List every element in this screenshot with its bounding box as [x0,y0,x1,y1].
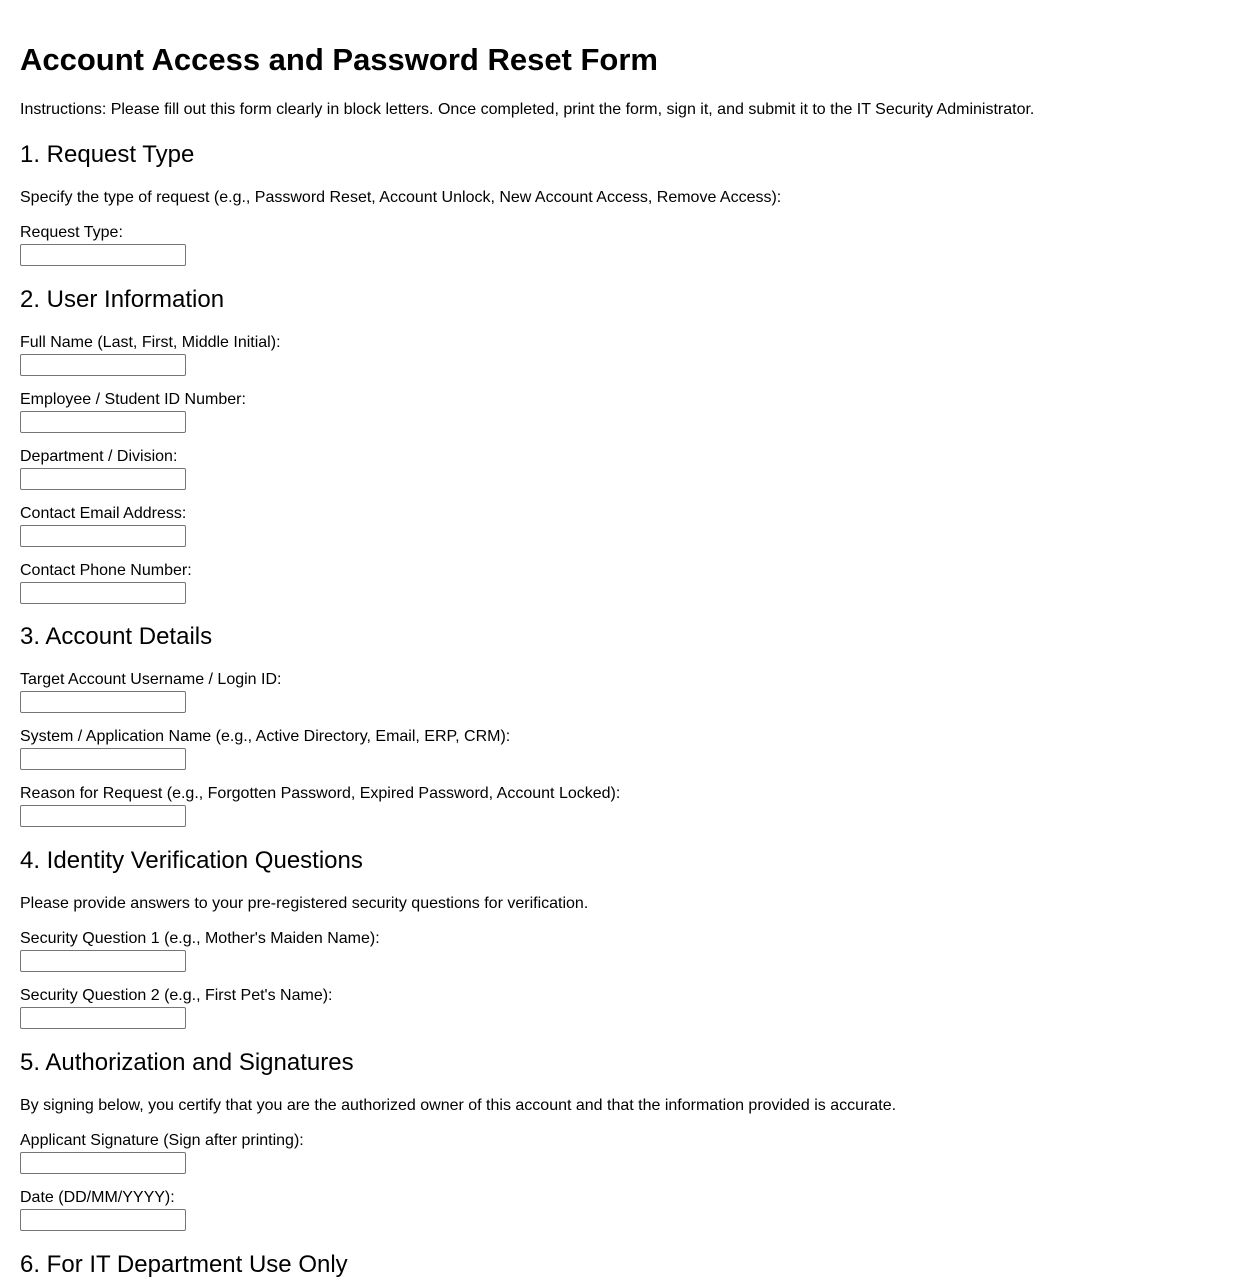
full-name-input[interactable] [20,354,186,376]
section-heading-user-information: 2. User Information [20,286,225,313]
department-input[interactable] [20,468,186,490]
section-heading-it-use: 6. For IT Department Use Only [20,1251,348,1278]
request-type-field-group [20,223,186,266]
applicant-signature-label: Applicant Signature (Sign after printing): [20,1132,304,1149]
applicant-signature-input[interactable] [20,1152,186,1174]
employee-id-input[interactable] [20,411,186,433]
department-field-group [20,447,186,490]
date-input[interactable] [20,1209,186,1231]
contact-email-label: Contact Email Address: [20,505,187,522]
request-type-label: Request Type: [20,224,123,241]
contact-email-input[interactable] [20,525,186,547]
security-question-2-input[interactable] [20,1007,186,1029]
identity-verification-description: Please provide answers to your pre-registered security questions for verification. [20,895,589,912]
section-heading-authorization: 5. Authorization and Signatures [20,1049,354,1076]
target-username-field-group [20,670,281,713]
employee-id-label: Employee / Student ID Number: [20,391,246,408]
system-name-field-group [20,727,510,770]
security-question-2-label: Security Question 2 (e.g., First Pet's Name): [20,987,333,1004]
page-title: Account Access and Password Reset Form [20,42,658,77]
reason-field-group [20,784,620,827]
request-type-description: Specify the type of request (e.g., Password Reset, Account Unlock, New Account Access, Remove Access): [20,189,782,206]
contact-phone-input[interactable] [20,582,186,604]
contact-email-field-group [20,504,186,547]
security-question-1-input[interactable] [20,950,186,972]
section-heading-identity-verification: 4. Identity Verification Questions [20,847,363,874]
reason-label: Reason for Request (e.g., Forgotten Password, Expired Password, Account Locked): [20,785,621,802]
date-label: Date (DD/MM/YYYY): [20,1189,175,1206]
full-name-field-group [20,333,281,376]
security-question-1-label: Security Question 1 (e.g., Mother's Maiden Name): [20,930,380,947]
system-name-label: System / Application Name (e.g., Active Directory, Email, ERP, CRM): [20,728,511,745]
date-field-group [20,1188,186,1231]
employee-id-field-group [20,390,246,433]
security-question-2-field-group [20,986,333,1029]
full-name-label: Full Name (Last, First, Middle Initial): [20,334,281,351]
system-name-input[interactable] [20,748,186,770]
target-username-label: Target Account Username / Login ID: [20,671,282,688]
security-question-1-field-group [20,929,380,972]
section-heading-request-type: 1. Request Type [20,141,195,168]
contact-phone-field-group [20,561,192,604]
contact-phone-label: Contact Phone Number: [20,562,192,579]
instructions-text: Instructions: Please fill out this form clearly in block letters. Once completed, print the form, sign it, and submit it to the IT Security Administrator. [20,101,1035,118]
section-heading-account-details: 3. Account Details [20,623,213,650]
reason-input[interactable] [20,805,186,827]
applicant-signature-field-group [20,1131,304,1174]
target-username-input[interactable] [20,691,186,713]
request-type-input[interactable] [20,244,186,266]
department-label: Department / Division: [20,448,178,465]
authorization-description: By signing below, you certify that you are the authorized owner of this account and that the information provided is accurate. [20,1097,897,1114]
